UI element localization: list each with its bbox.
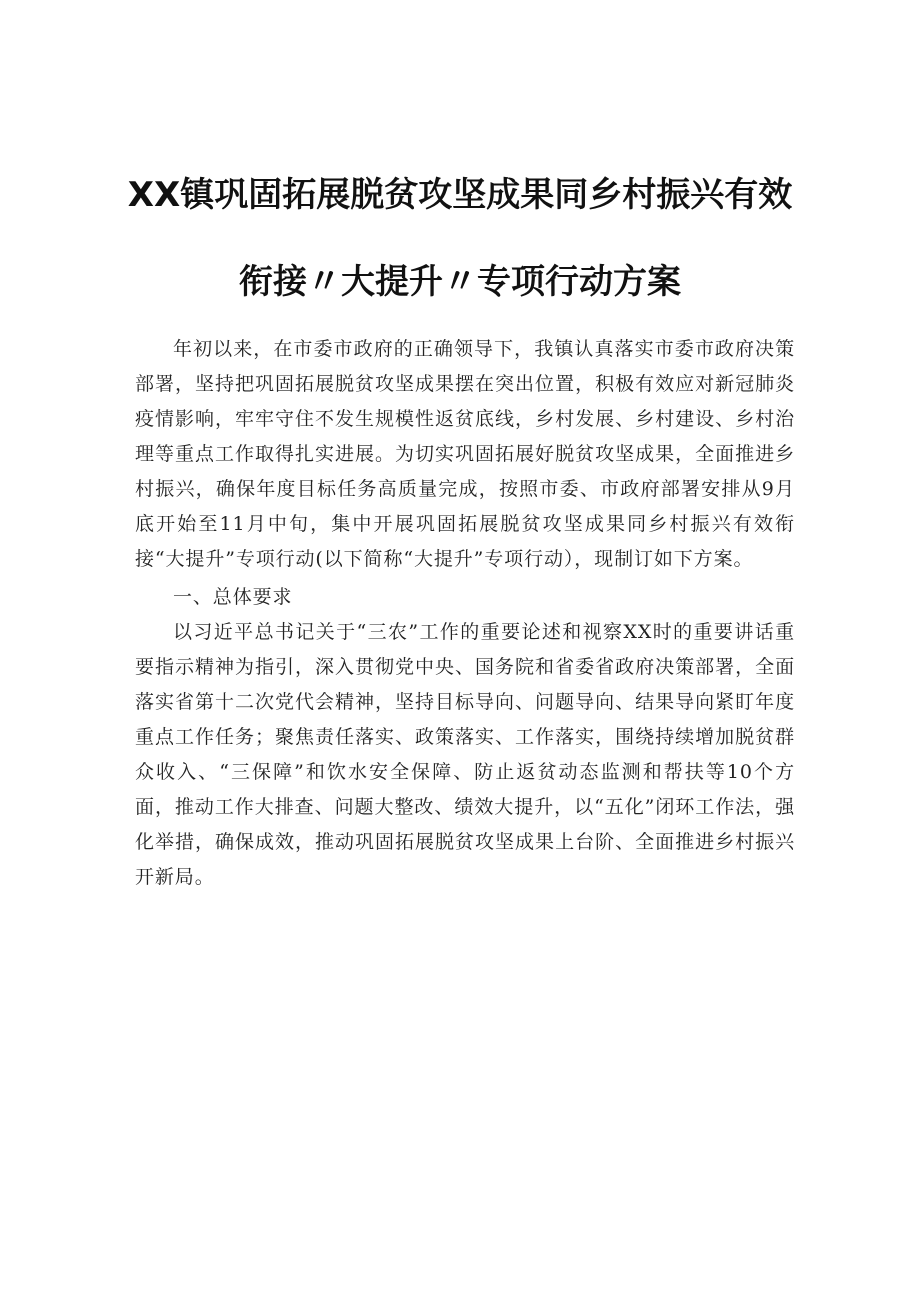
document-title-line-2: 衔接〃大提升〃专项行动方案 (239, 262, 681, 302)
intro-paragraph: 年初以来，在市委市政府的正确领导下，我镇认真落实市委市政府决策部署，坚持把巩固拓展脱贫攻坚成果摆在突出位置，积极有效应对新冠肺炎疫情影响，牢牢守住不发生规模性返贫底线，乡村发展、乡村建设、乡村治理等重点工作取得扎实进展。为切实巩固拓展好脱贫攻坚成果，全面推进乡村振兴，确保年度目标任务高质量完成，按照市委、市政府部署安排从9月底开始至11月中旬，集中开展巩固拓展脱贫攻坚成果同乡村振兴有效衔接“大提升”专项行动(以下简称“大提升”专项行动），现制订如下方案。 (135, 338, 795, 570)
document-title-line-1: XX镇巩固拓展脱贫攻坚成果同乡村振兴有效 (127, 175, 793, 215)
section-1-paragraph: 以习近平总书记关于“三农”工作的重要论述和视察XX时的重要讲话重要指示精神为指引，深入贯彻党中央、国务院和省委省政府决策部署，全面落实省第十二次党代会精神，坚持目标导向、问题导向、结果导向紧盯年度重点工作任务；聚焦责任落实、政策落实、工作落实，围绕持续增加脱贫群众收入、“三保障”和饮水安全保障、防止返贫动态监测和帮扶等10个方面，推动工作大排查、问题大整改、绩效大提升，以“五化”闭环工作法，强化举措，确保成效，推动巩固拓展脱贫攻坚成果上台阶、全面推进乡村振兴开新局。 (135, 621, 795, 888)
document-body (135, 332, 795, 895)
section-heading-overall-requirements: 一、总体要求 (173, 586, 293, 608)
